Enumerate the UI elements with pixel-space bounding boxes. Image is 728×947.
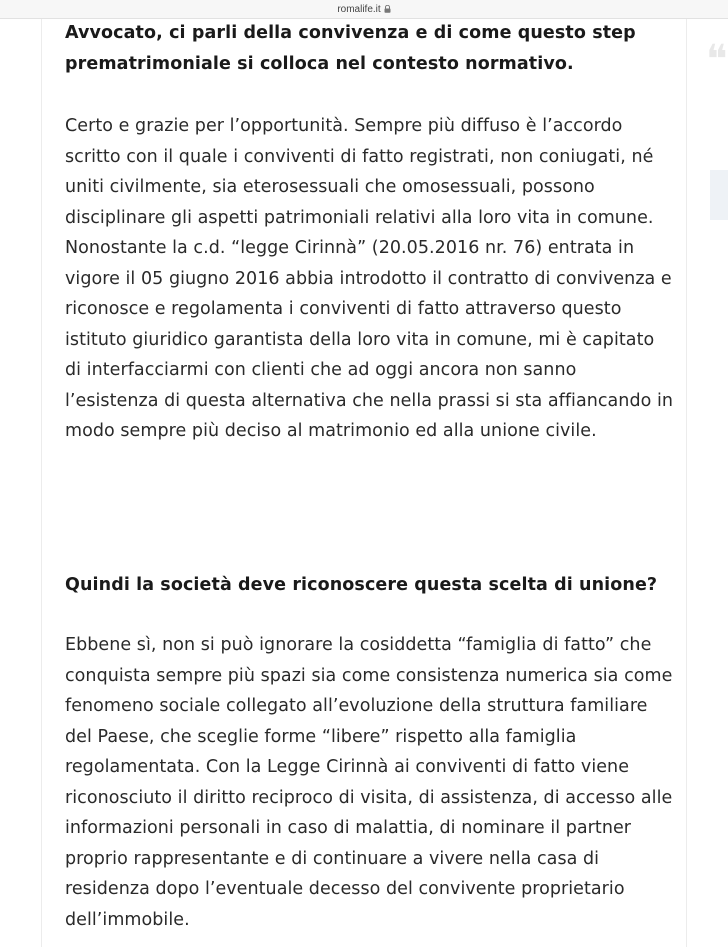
sidebar-ghost-icon: ❝ [706, 37, 728, 83]
interview-answer-2: Ebbene sì, non si può ignorare la cosiddetta “famiglia di fatto” che conquista sempre più spazi sia come consistenza numerica sia come fenomeno sociale collegato all’evoluzione della struttura familiare del Paese, che sceglie forme “libere” rispetto alla famiglia regolamentata. Con la Legge Cirinnà ai conviventi di fatto viene riconosciuto il diritto reciproco di visita, di assistenza, di accesso alle informazioni personali in caso di malattia, di nominare il partner proprio rappresentante e di continuare a vivere nella casa di residenza dopo l’eventuale decesso del convivente proprietario dell’immobile. [65, 635, 673, 930]
url-text[interactable]: romalife.it [337, 3, 381, 15]
interview-answer-1: Certo e grazie per l’opportunità. Sempre più diffuso è l’accordo scritto con il quale i conviventi di fatto registrati, non coniugati, né uniti civilmente, sia eterosessuali che omosessuali, possono disciplinare gli aspetti patrimoniali relativi alla loro vita in comune. Nonostante la c.d. “legge Cirinnà” (20.05.2016 nr. 76) entrata in vigore il 05 giugno 2016 abbia introdotto il contratto di convivenza e riconosce e regolamenta i conviventi di fatto attraverso questo istituto giuridico garantista della loro vita in comune, mi è capitato di interfacciarmi con clienti che ad oggi ancora non sanno l’esistenza di questa alternativa che nella prassi si sta affiancando in modo sempre più deciso al matrimonio ed alla unione civile. [65, 116, 674, 441]
interview-question-1: Avvocato, ci parli della convivenza e di come questo step prematrimoniale si colloca nel contesto normativo. [65, 23, 636, 74]
address-bar[interactable] [0, 0, 728, 19]
sidebar-ghost-panel [710, 170, 728, 220]
interview-question-2: Quindi la società deve riconoscere questa scelta di unione? [65, 575, 658, 595]
lock-icon [384, 5, 391, 13]
